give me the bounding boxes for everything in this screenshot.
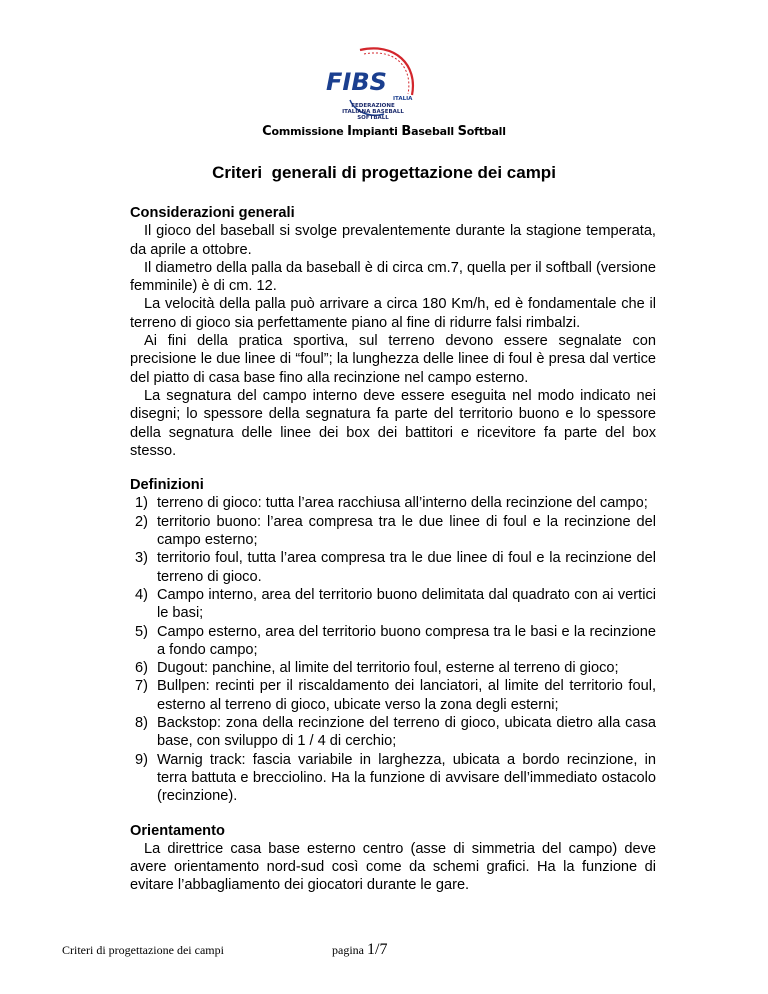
footer-page-number xyxy=(332,941,387,959)
logo-org-line: SOFTBALL xyxy=(357,115,389,121)
logo-org-line: FEDERAZIONE xyxy=(351,103,395,109)
list-item xyxy=(130,751,656,806)
paragraph: Il gioco del baseball si svolge prevalentemente durante la stagione temperata, da aprile a ottobre. xyxy=(130,223,656,258)
list-text: Backstop: zona della recinzione del terreno di gioco, ubicata dietro alla casa base, con sviluppo di 1 / 4 di cerchio; xyxy=(157,715,656,750)
commission-header xyxy=(0,124,768,139)
list-text: Bullpen: recinti per il riscaldamento dei lanciatori, al limite del territorio foul, esterno al terreno di gioco, ubicate verso la zona degli esterni; xyxy=(157,678,656,713)
list-text: Dugout: panchine, al limite del territorio foul, esterne al terreno di gioco; xyxy=(157,660,619,677)
logo-brand: FIBS xyxy=(326,68,387,96)
footer-document-title: Criteri di progettazione dei campi xyxy=(62,943,224,957)
document-title: Criteri generali di progettazione dei campi xyxy=(212,163,556,182)
section-heading: Definizioni xyxy=(130,477,204,494)
paragraph: La velocità della palla può arrivare a circa 180 Km/h, ed è fondamentale che il terreno di gioco sia perfettamente piano al fine di ridurre falsi rimbalzi. xyxy=(130,296,656,331)
list-item xyxy=(130,623,656,660)
commission-initial: S xyxy=(457,124,467,139)
list-text: Warnig track: fascia variabile in larghezza, ubicata a bordo recinzione, in terra battuta e brecciolino. Ha la funzione di avvisare dell’immediato ostacolo (recinzione). xyxy=(157,751,656,805)
list-number: 8) xyxy=(135,715,148,732)
section-orientamento xyxy=(130,822,656,895)
list-number: 4) xyxy=(135,586,148,603)
list-item xyxy=(130,494,656,512)
list-item xyxy=(130,659,656,677)
list-number: 2) xyxy=(135,513,148,530)
list-number: 3) xyxy=(135,550,148,567)
list-item xyxy=(130,586,656,623)
list-item xyxy=(130,513,656,550)
list-number: 7) xyxy=(135,678,148,695)
list-item xyxy=(130,677,656,714)
list-item xyxy=(130,714,656,751)
definitions-list xyxy=(130,494,656,805)
paragraph: La direttrice casa base esterno centro (asse di simmetria del campo) deve avere orientamento nord-sud così come da schemi grafici. Ha la funzione di evitare l’abbagliamento dei giocatori durante le gare. xyxy=(130,840,656,894)
section-heading: Considerazioni generali xyxy=(130,205,295,221)
commission-word: mpianti xyxy=(351,125,402,138)
paragraph: La segnatura del campo interno deve essere eseguita nel modo indicato nei disegni; lo spessore della segnatura fa parte del territorio buono e lo spessore della segnatura delle linee dei box dei battitori e ricevitore fa parte del box stesso. xyxy=(130,387,656,459)
list-text: Campo esterno, area del territorio buono compresa tra le basi e la recinzione a fondo campo; xyxy=(157,623,656,658)
list-text: Campo interno, area del territorio buono delimitata dal quadrato con ai vertici le basi; xyxy=(157,586,656,622)
list-number: 9) xyxy=(135,751,148,768)
document-body xyxy=(130,204,656,911)
commission-word: oftball xyxy=(466,125,506,138)
page-number: 1/7 xyxy=(367,941,388,958)
logo-org-line: ITALIANA BASEBALL xyxy=(342,109,404,115)
paragraph: Ai fini della pratica sportiva, sul terreno devono essere segnalate con precisione le due linee di “foul”; la lunghezza delle linee di foul è presa dal vertice del piatto di casa base fino alla recinzione nel campo esterno. xyxy=(130,333,656,386)
list-text: terreno di gioco: tutta l’area racchiusa all’interno della recinzione del campo; xyxy=(157,495,648,512)
logo-org-name xyxy=(318,103,428,121)
commission-initial: I xyxy=(347,124,352,139)
list-text: territorio buono: l’area compresa tra le due linee di foul e la recinzione del campo esterno; xyxy=(157,513,656,549)
commission-word: ommissione xyxy=(271,125,348,138)
section-definizioni xyxy=(130,476,656,805)
commission-word: aseball xyxy=(411,125,458,138)
commission-initial: B xyxy=(401,124,412,139)
list-item xyxy=(130,549,656,586)
list-number: 5) xyxy=(135,623,148,640)
section-considerazioni xyxy=(130,204,656,460)
paragraph: Il diametro della palla da baseball è di circa cm.7, quella per il softball (versione femminile) è di cm. 12. xyxy=(130,259,656,295)
logo-country: ITALIA xyxy=(393,96,413,102)
list-number: 1) xyxy=(135,495,148,512)
list-number: 6) xyxy=(135,660,148,677)
section-heading: Orientamento xyxy=(130,822,225,839)
page-label: pagina xyxy=(332,943,367,957)
commission-initial: C xyxy=(262,124,272,139)
list-text: territorio foul, tutta l’area compresa tra le due linee di foul e la recinzione del terreno di gioco. xyxy=(157,550,656,585)
